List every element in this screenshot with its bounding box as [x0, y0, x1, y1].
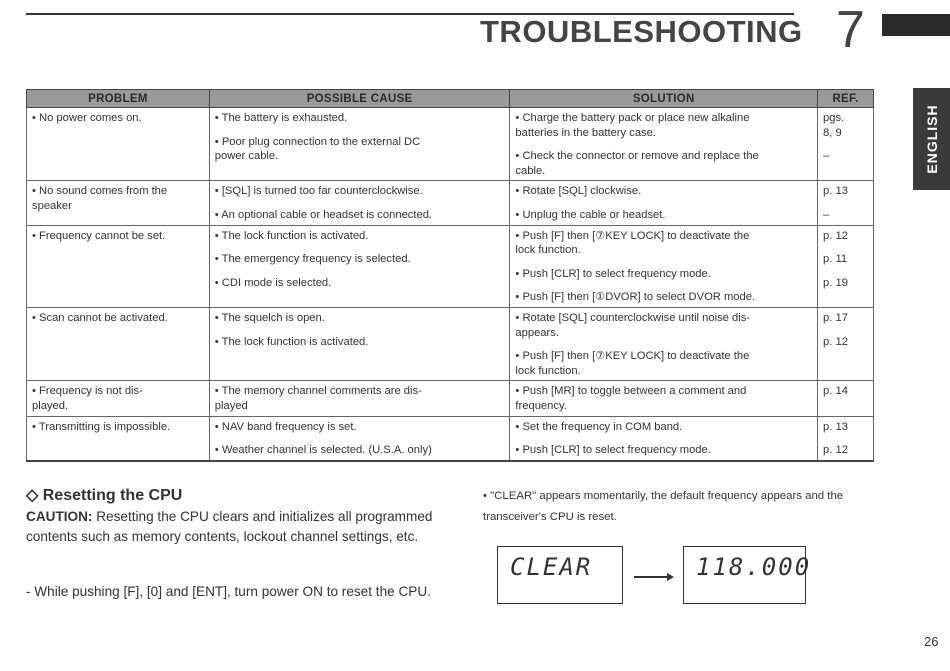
- problem-cell: [27, 108, 210, 181]
- problem-cell: [27, 307, 210, 380]
- cause-text: power cable.: [214, 150, 279, 163]
- page-title: TROUBLESHOOTING: [480, 14, 803, 49]
- entry-gap: [515, 258, 812, 267]
- solution-text: lock function.: [515, 244, 581, 257]
- solution-text: • Rotate [SQL] counterclockwise until noise dis-: [515, 311, 751, 324]
- reset-step: - While pushing [F], [0] and [ENT], turn power ON to reset the CPU.: [26, 584, 431, 599]
- problem-text: • No power comes on.: [32, 112, 142, 124]
- ref-text: p. 17: [823, 311, 848, 324]
- ref-cell: [818, 416, 874, 461]
- problem-cell: [27, 416, 210, 461]
- entry-gap: [823, 326, 868, 335]
- table-row: [27, 225, 874, 307]
- cause-cell: [209, 381, 510, 416]
- cause-text: • NAV band frequency is set.: [214, 420, 357, 433]
- ref-text: –: [823, 208, 830, 221]
- cause-cell: [209, 181, 510, 225]
- problem-cell: [27, 381, 210, 416]
- ref-text: p. 11: [823, 253, 848, 266]
- entry-gap: [215, 267, 505, 276]
- column-header-ref: REF.: [818, 90, 874, 108]
- ref-text: p. 12: [823, 229, 848, 242]
- table-header-row: [27, 90, 874, 108]
- cause-text: • The squelch is open.: [214, 311, 325, 324]
- problem-cell: [27, 181, 210, 225]
- lcd-display-clear: [497, 546, 623, 604]
- solution-cell: [510, 181, 818, 225]
- problem-text: • Frequency cannot be set.: [32, 229, 166, 242]
- ref-text: p. 19: [823, 276, 848, 289]
- caution-paragraph: [26, 507, 442, 547]
- solution-text: • Push [CLR] to select frequency mode.: [515, 267, 711, 280]
- entry-gap: [823, 140, 868, 149]
- entry-gap: [823, 267, 868, 276]
- solution-text: • Rotate [SQL] clockwise.: [515, 185, 642, 198]
- solution-cell: [510, 108, 818, 181]
- entry-gap: [515, 340, 812, 349]
- cause-text: • The emergency frequency is selected.: [214, 253, 411, 266]
- ref-text: p. 12: [823, 335, 848, 348]
- problem-text: • Transmitting is impossible.: [32, 420, 171, 433]
- ref-text: p. 12: [823, 444, 848, 457]
- language-tab: [913, 88, 950, 190]
- entry-gap: [823, 434, 868, 443]
- cause-cell: [209, 416, 510, 461]
- cause-text: played: [214, 399, 248, 412]
- solution-text: • Push [F] then [⑦KEY LOCK] to deactivate the: [515, 229, 750, 242]
- lcd-display-frequency: [683, 546, 812, 604]
- troubleshooting-table: [26, 89, 874, 462]
- solution-text: • Check the connector or remove and replace the: [515, 150, 759, 163]
- solution-cell: [510, 416, 818, 461]
- page-number: 26: [924, 634, 939, 649]
- solution-text: • Charge the battery pack or place new alkaline: [515, 112, 750, 124]
- entry-gap: [515, 140, 812, 149]
- table-row: [27, 108, 874, 181]
- cause-cell: [209, 307, 510, 380]
- solution-text: • Push [F] then [⑦KEY LOCK] to deactivate the: [515, 350, 750, 363]
- entry-gap: [215, 243, 505, 252]
- ref-text: p. 13: [823, 185, 848, 198]
- table-row: [27, 381, 874, 416]
- arrow-right-icon: [634, 576, 672, 578]
- cause-cell: [209, 108, 510, 181]
- ref-cell: [818, 381, 874, 416]
- cause-text: • The lock function is activated.: [214, 229, 369, 242]
- problem-cell: [27, 225, 210, 307]
- entry-gap: [215, 126, 505, 135]
- ref-cell: [818, 307, 874, 380]
- solution-text: cable.: [515, 164, 546, 177]
- ref-cell: [818, 108, 874, 181]
- caution-text: Resetting the CPU clears and initializes all programmed contents such as memory contents, lockout channel settings, etc.: [26, 509, 433, 544]
- solution-text: • Unplug the cable or headset.: [515, 208, 666, 221]
- solution-cell: [510, 307, 818, 380]
- lcd-clear-text: CLEAR: [510, 553, 593, 581]
- cause-text: • The battery is exhausted.: [214, 112, 348, 124]
- solution-text: • Push [CLR] to select frequency mode.: [515, 444, 711, 457]
- entry-gap: [215, 326, 505, 335]
- entry-gap: [823, 199, 868, 208]
- entry-gap: [515, 434, 812, 443]
- entry-gap: [515, 199, 812, 208]
- entry-gap: [515, 281, 812, 290]
- language-tab-label: ENGLISH: [923, 104, 940, 174]
- column-header-problem: PROBLEM: [27, 90, 210, 108]
- cause-text: • CDI mode is selected.: [214, 276, 332, 289]
- solution-text: appears.: [515, 326, 559, 339]
- ref-cell: [818, 225, 874, 307]
- cause-text: • An optional cable or headset is connected.: [214, 208, 433, 221]
- ref-text: p. 14: [823, 385, 848, 398]
- chapter-bar: [882, 14, 950, 36]
- reset-note: • "CLEAR" appears momentarily, the default frequency appears and the transceiver's CPU is reset.: [483, 490, 844, 523]
- ref-text: 8, 9: [823, 126, 842, 139]
- solution-cell: [510, 381, 818, 416]
- solution-text: • Set the frequency in COM band.: [515, 420, 683, 433]
- table-body: [27, 108, 874, 461]
- cause-text: • [SQL] is turned too far counterclockwise.: [214, 185, 423, 198]
- cause-cell: [209, 225, 510, 307]
- column-header-solution: SOLUTION: [510, 90, 818, 108]
- table-row: [27, 181, 874, 225]
- ref-text: pgs.: [823, 112, 845, 124]
- solution-text: batteries in the battery case.: [515, 126, 656, 139]
- cause-text: • Weather channel is selected. (U.S.A. only): [214, 444, 432, 457]
- problem-text: speaker: [32, 199, 72, 212]
- solution-cell: [510, 225, 818, 307]
- lcd-frequency-text: 118.000: [696, 553, 812, 581]
- ref-cell: [818, 181, 874, 225]
- table-row: [27, 416, 874, 461]
- problem-text: • Scan cannot be activated.: [32, 311, 168, 324]
- cause-text: • The memory channel comments are dis-: [214, 385, 422, 398]
- ref-text: p. 13: [823, 420, 848, 433]
- column-header-cause: POSSIBLE CAUSE: [209, 90, 510, 108]
- table-row: [27, 307, 874, 380]
- reset-heading: ◇ Resetting the CPU: [26, 487, 183, 504]
- problem-text: played.: [32, 399, 69, 412]
- problem-text: • No sound comes from the: [32, 185, 168, 198]
- entry-gap: [215, 434, 505, 443]
- cause-text: • Poor plug connection to the external DC: [214, 135, 421, 148]
- entry-gap: [215, 199, 505, 208]
- ref-text: –: [823, 150, 830, 163]
- entry-gap: [823, 243, 868, 252]
- solution-text: lock function.: [515, 364, 581, 377]
- solution-text: • Push [MR] to toggle between a comment and: [515, 385, 747, 398]
- problem-text: • Frequency is not dis-: [32, 385, 143, 398]
- caution-label: CAUTION:: [26, 509, 93, 524]
- solution-text: • Push [F] then [①DVOR] to select DVOR mode.: [515, 291, 756, 304]
- chapter-number: 7: [836, 1, 865, 59]
- solution-text: frequency.: [515, 399, 567, 412]
- cause-text: • The lock function is activated.: [214, 335, 369, 348]
